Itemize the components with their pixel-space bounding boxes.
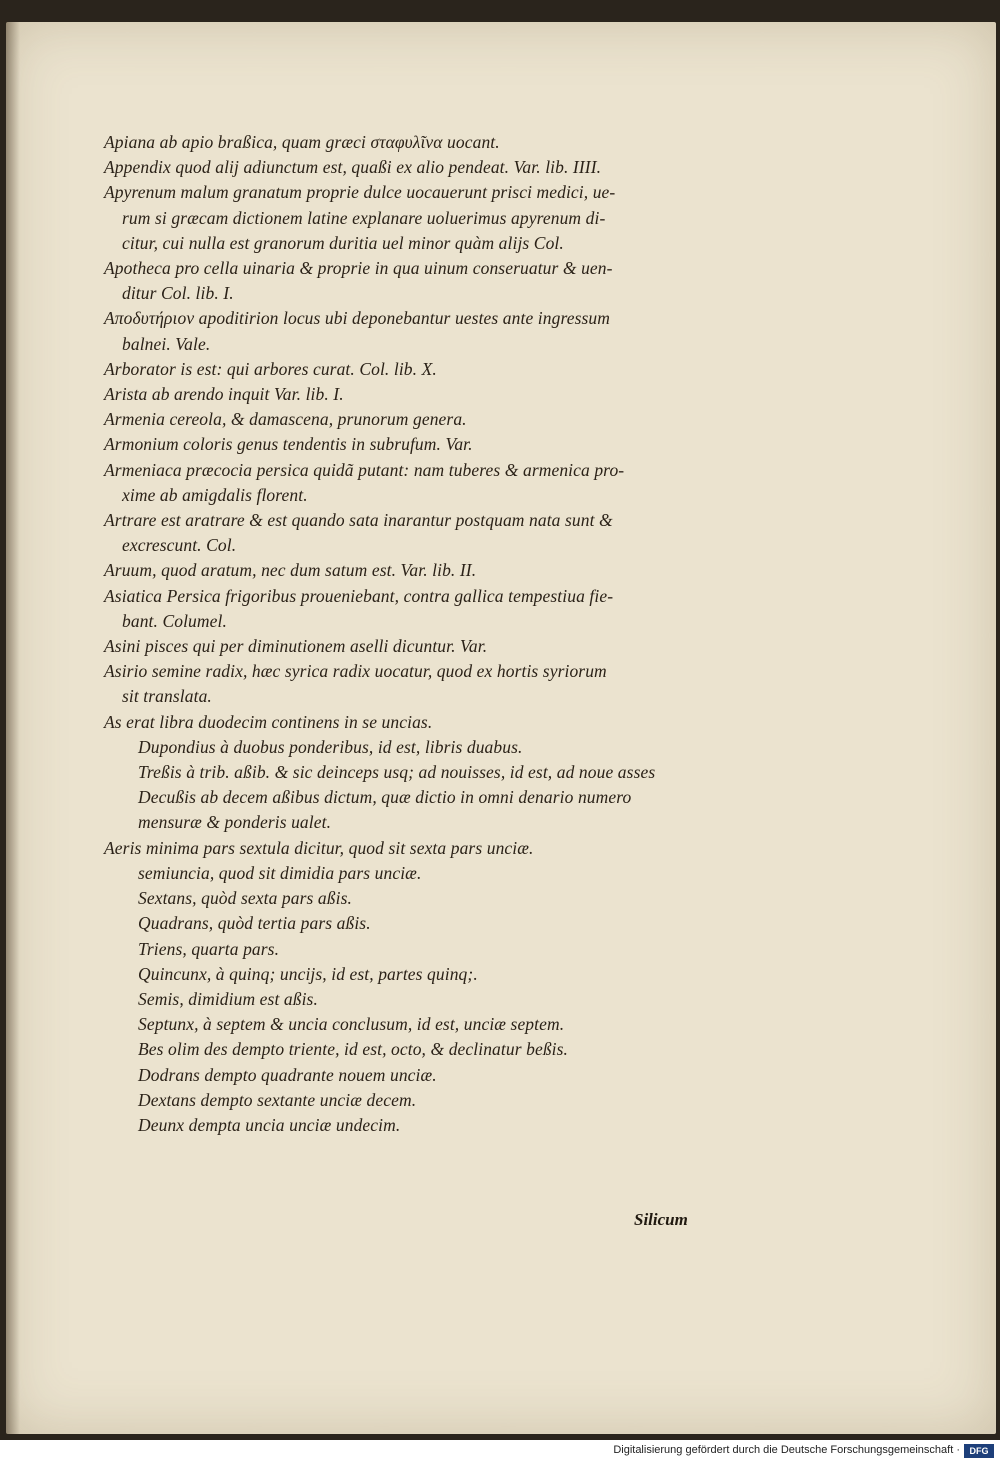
entry-line: Dodrans dempto quadrante nouem unciæ. <box>138 1064 437 1085</box>
entry-line: Αποδυτήριον apoditirion locus ubi deponebantur uestes ante ingressum <box>104 308 610 329</box>
sub-entry <box>104 987 714 1012</box>
entry-line: Deunx dempta uncia unciæ undecim. <box>138 1114 401 1135</box>
glossary-entry <box>104 180 714 256</box>
sub-entry <box>104 886 714 911</box>
entry-line: Triens, quarta pars. <box>138 938 280 959</box>
entry-line: Aeris minima pars sextula dicitur, quod sit sexta pars unciæ. <box>104 837 534 858</box>
entry-line: Treßis à trib. aßib. & sic deinceps usq; ad nouisses, id est, ad noue asses <box>138 762 656 783</box>
glossary-entry <box>104 458 714 508</box>
glossary-entry <box>104 407 714 432</box>
glossary-entry <box>104 584 714 634</box>
entry-line: Decußis ab decem aßibus dictum, quæ dictio in omni denario numero <box>138 787 632 808</box>
sub-entry <box>104 1063 714 1088</box>
funding-notice: Digitalisierung gefördert durch die Deutsche Forschungsgemeinschaft · <box>613 1444 960 1456</box>
sub-entry <box>104 937 714 962</box>
entry-line: Bes olim des dempto triente, id est, octo, & declinatur beßis. <box>138 1039 569 1060</box>
entry-line: Artrare est aratrare & est quando sata inarantur postquam nata sunt & <box>104 510 613 531</box>
entry-line: Arista ab arendo inquit Var. lib. I. <box>104 384 344 405</box>
glossary-entry <box>104 634 714 659</box>
sub-entry <box>104 735 714 760</box>
page-text-block <box>104 130 714 1138</box>
entry-line: bant. Columel. <box>122 610 227 631</box>
entry-line: Asirio semine radix, hæc syrica radix uocatur, quod ex hortis syriorum <box>104 661 607 682</box>
entry-line: Appendix quod alij adiunctum est, quaßi ex alio pendeat. Var. lib. IIII. <box>104 157 602 178</box>
entry-line: Septunx, à septem & uncia conclusum, id est, unciæ septem. <box>138 1014 565 1035</box>
entry-line: Quadrans, quòd tertia pars aßis. <box>138 913 371 934</box>
entry-line: balnei. Vale. <box>122 333 211 354</box>
digitization-footer <box>0 1440 1000 1463</box>
entry-line: Asiatica Persica frigoribus proueniebant, contra gallica tempestiua fie- <box>104 585 614 606</box>
sub-entry <box>104 911 714 936</box>
sub-entry <box>104 861 714 886</box>
glossary-entry <box>104 432 714 457</box>
book-page <box>6 22 996 1434</box>
entry-line: citur, cui nulla est granorum duritia uel minor quàm alijs Col. <box>122 232 564 253</box>
sub-entry <box>104 962 714 987</box>
entry-line: Dupondius à duobus ponderibus, id est, libris duabus. <box>138 736 523 757</box>
glossary-entry <box>104 508 714 558</box>
entry-line: excrescunt. Col. <box>122 535 237 556</box>
entry-line: Aruum, quod aratum, nec dum satum est. Var. lib. II. <box>104 560 477 581</box>
sub-entry <box>104 760 714 785</box>
entry-line: xime ab amigdalis florent. <box>122 484 308 505</box>
glossary-entry <box>104 382 714 407</box>
entry-line: Apotheca pro cella uinaria & proprie in qua uinum conseruatur & uen- <box>104 258 613 279</box>
entry-line: As erat libra duodecim continens in se uncias. <box>104 711 433 732</box>
entry-line: Armonium coloris genus tendentis in subrufum. Var. <box>104 434 473 455</box>
sub-entry <box>104 1088 714 1113</box>
glossary-entry <box>104 659 714 709</box>
sub-entry <box>104 1012 714 1037</box>
glossary-entry <box>104 155 714 180</box>
glossary-entry <box>104 256 714 306</box>
entry-line: Quincunx, à quinq; uncijs, id est, partes quinq;. <box>138 963 478 984</box>
entry-line: Apiana ab apio braßica, quam græci σταφυλῖνα uocant. <box>104 132 500 152</box>
entry-line: ditur Col. lib. I. <box>122 283 234 304</box>
entry-line: rum si græcam dictionem latine explanare uoluerimus apyrenum di- <box>122 207 606 228</box>
entry-line: semiuncia, quod sit dimidia pars unciæ. <box>138 862 422 883</box>
entry-line: Dextans dempto sextante unciæ decem. <box>138 1089 417 1110</box>
sub-entry <box>104 1113 714 1138</box>
catchword: Silicum <box>634 1210 688 1229</box>
glossary-entry <box>104 558 714 583</box>
entry-line: Apyrenum malum granatum proprie dulce uocauerunt prisci medici, ue- <box>104 182 616 203</box>
entry-line: Armenia cereola, & damascena, prunorum genera. <box>104 409 467 430</box>
glossary-entry <box>104 130 714 155</box>
sub-entry <box>104 785 714 835</box>
entry-line: Armeniaca præcocia persica quidã putant: nam tuberes & armenica pro- <box>104 459 625 480</box>
entry-line: sit translata. <box>122 686 212 707</box>
glossary-entry <box>104 710 714 735</box>
entry-line: Arborator is est: qui arbores curat. Col. lib. X. <box>104 358 437 379</box>
glossary-entry <box>104 306 714 356</box>
entry-line: Semis, dimidium est aßis. <box>138 988 318 1009</box>
sub-entry <box>104 1037 714 1062</box>
dfg-logo-icon: DFG <box>964 1444 994 1458</box>
glossary-entry <box>104 836 714 861</box>
entry-line: mensuræ & ponderis ualet. <box>138 812 332 833</box>
entry-line: Asini pisces qui per diminutionem aselli dicuntur. Var. <box>104 636 488 657</box>
glossary-entry <box>104 357 714 382</box>
entry-line: Sextans, quòd sexta pars aßis. <box>138 888 352 909</box>
